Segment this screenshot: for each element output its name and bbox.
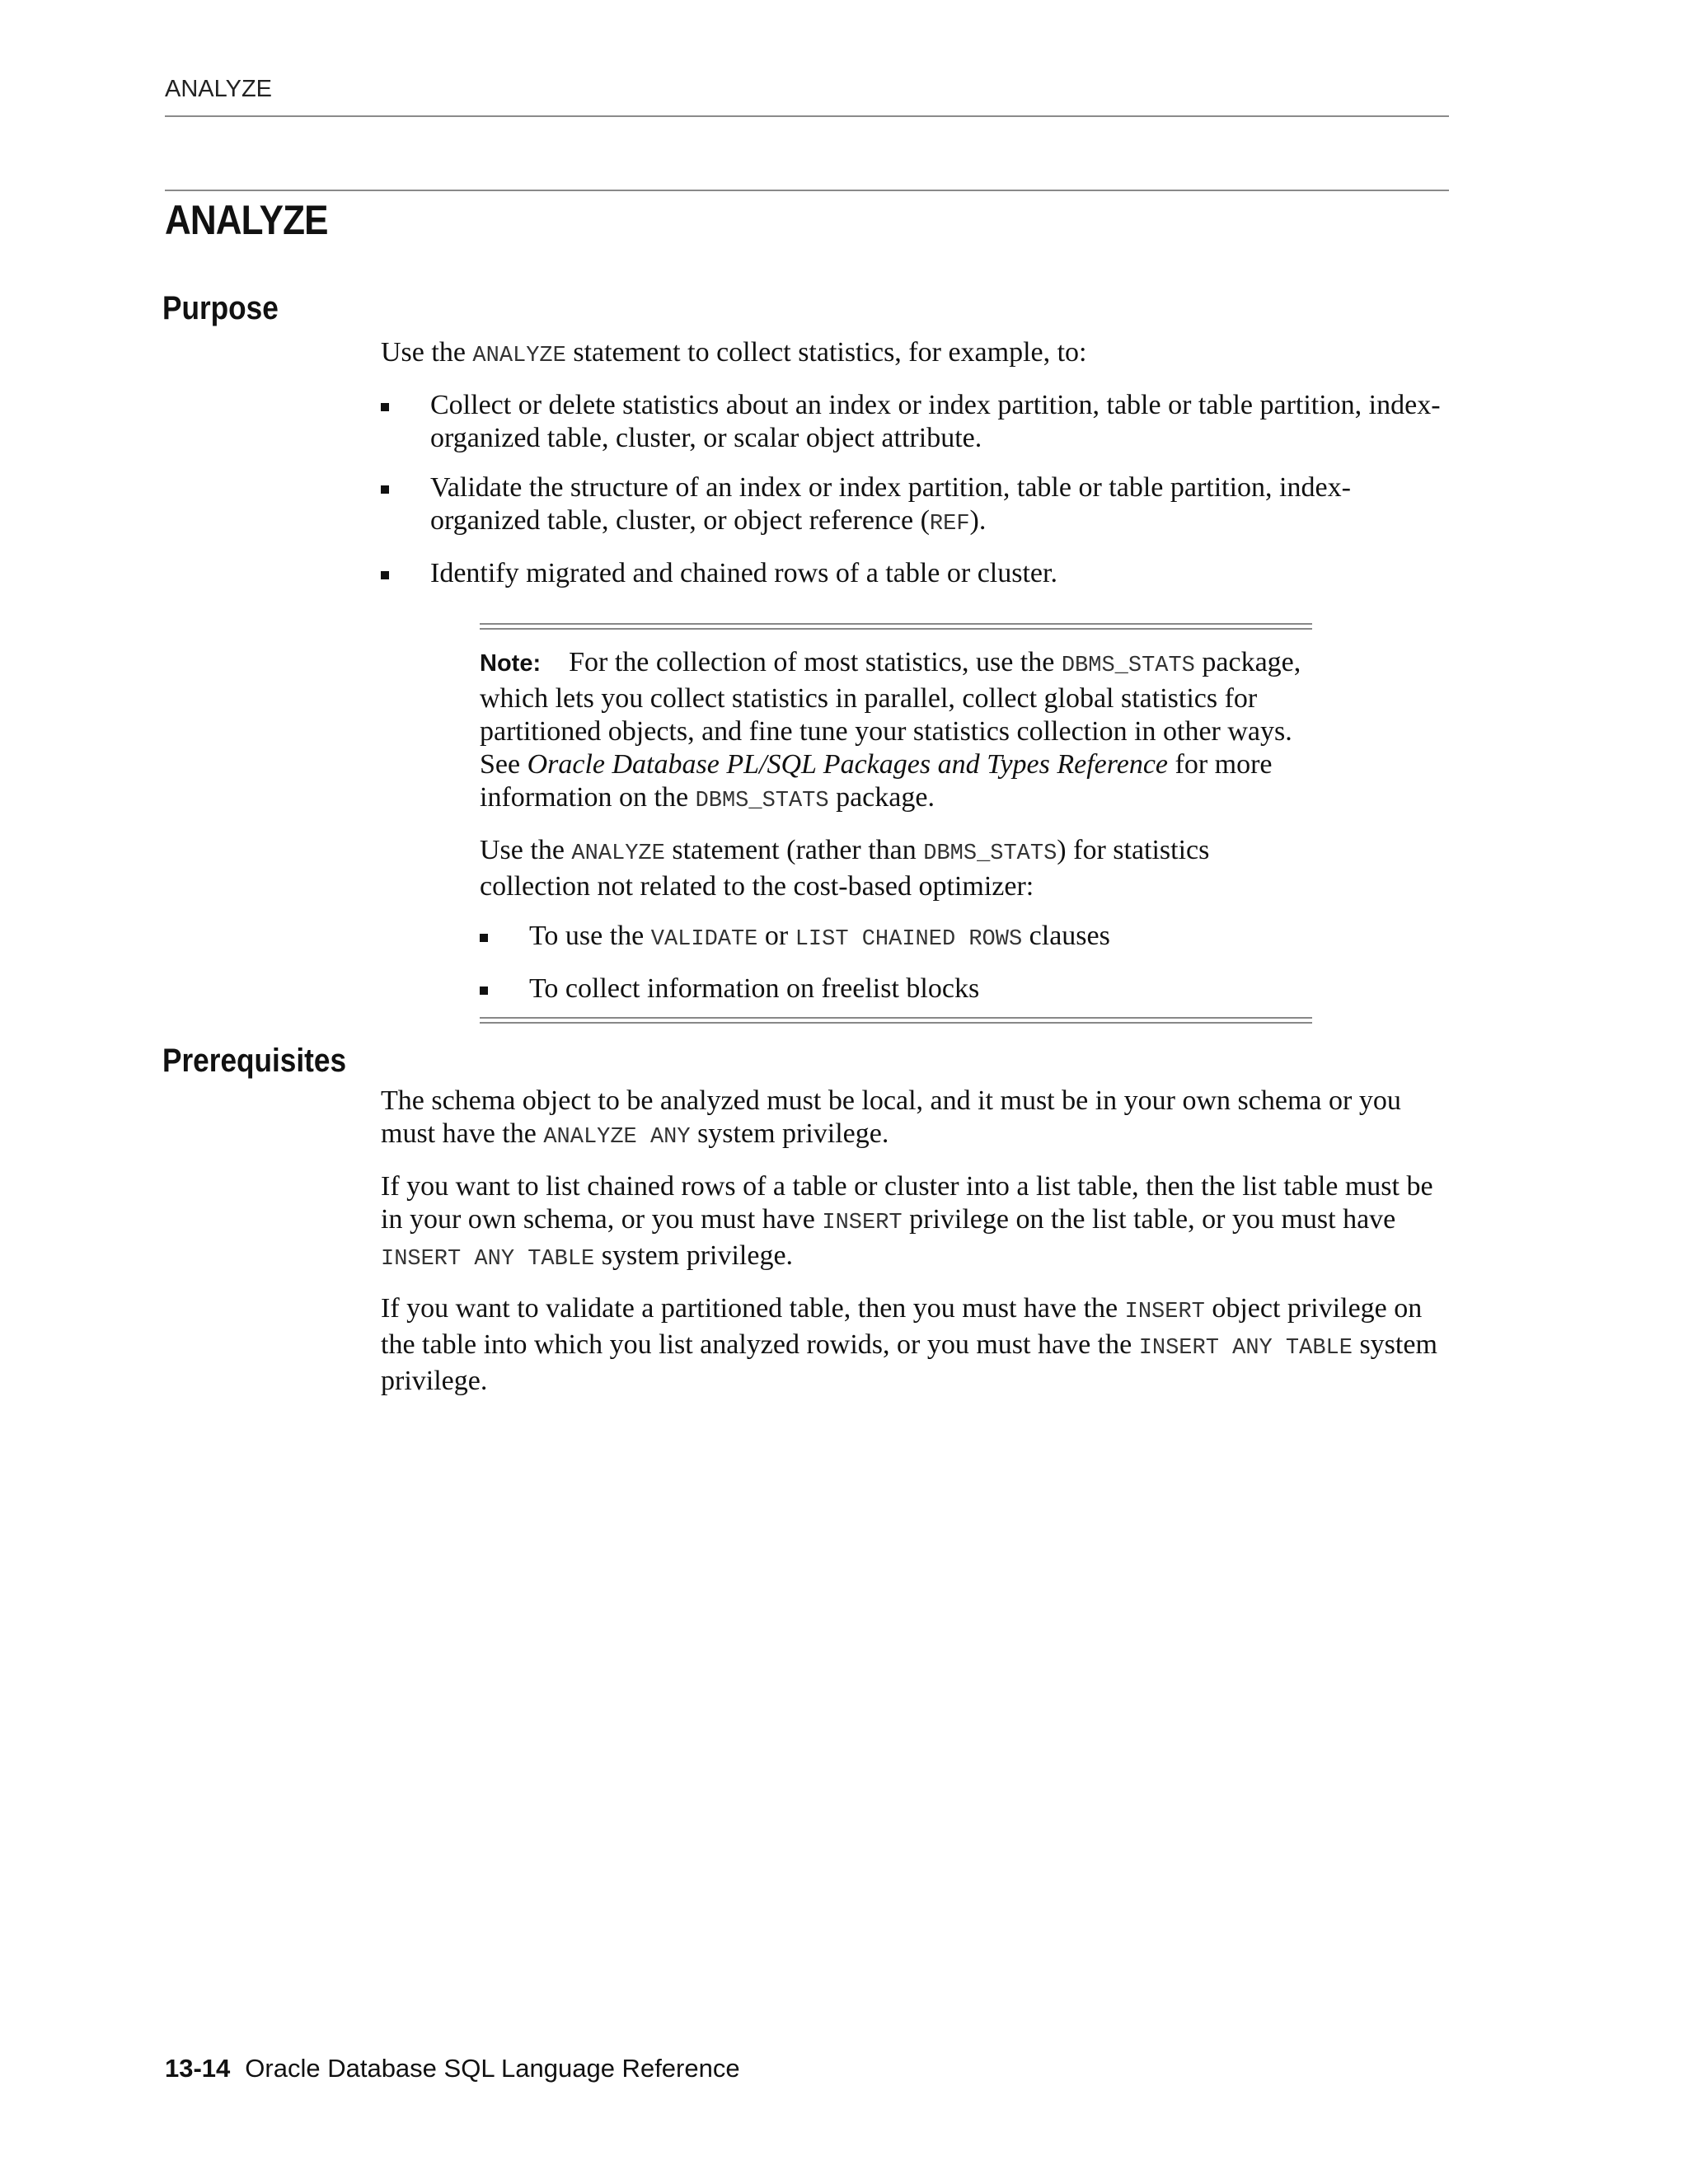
prerequisites-heading: Prerequisites: [162, 1043, 347, 1079]
prereq-paragraph: If you want to list chained rows of a table or cluster into a list table, then the list table must be in your own schema, or you must have INSERT privilege on the list table, or you must have INSERT ANY TABLE system privilege.: [381, 1171, 1433, 1272]
prereq-paragraph: If you want to validate a partitioned table, then you must have the INSERT object privilege on the table into which you list analyzed rowids, or you must have the INSERT ANY TABLE system privilege.: [381, 1293, 1437, 1396]
bullet-square-icon: [381, 403, 389, 411]
page-title: ANALYZE: [165, 197, 328, 243]
note-box: [480, 623, 1312, 1024]
page-number: 13-14: [165, 2054, 231, 2083]
inline-code: DBMS_STATS: [923, 841, 1057, 866]
inline-code: ANALYZE ANY: [543, 1125, 691, 1150]
inline-code: INSERT: [822, 1211, 903, 1235]
bullet-square-icon: [480, 987, 488, 995]
header-rule: [165, 115, 1449, 117]
note-list: [480, 920, 1312, 1005]
inline-code: INSERT: [1124, 1300, 1205, 1324]
bullet-square-icon: [480, 934, 488, 942]
prereq-paragraph: The schema object to be analyzed must be local, and it must be in your own schema or you must have the ANALYZE ANY system privilege.: [381, 1085, 1401, 1150]
title-rule: [165, 190, 1449, 191]
note-body: [480, 630, 1312, 1017]
inline-code: VALIDATE: [650, 927, 758, 952]
inline-code: ANALYZE: [472, 344, 566, 368]
list-item: Collect or delete statistics about an index or index partition, table or table partition, index-organized table, cluster, or scalar object attribute.: [381, 389, 1452, 455]
purpose-heading: Purpose: [162, 290, 279, 326]
list-item: To collect information on freelist blocks: [480, 972, 1312, 1005]
prerequisites-section: [381, 1085, 1452, 1414]
note-bottom-rule: [480, 1017, 1312, 1024]
running-header: ANALYZE: [165, 76, 273, 102]
inline-code: DBMS_STATS: [695, 789, 829, 813]
bullet-square-icon: [381, 485, 389, 494]
inline-code: INSERT ANY TABLE: [1138, 1336, 1353, 1361]
inline-code: INSERT ANY TABLE: [381, 1247, 595, 1272]
note-label: Note:: [480, 650, 542, 677]
book-reference: Oracle Database PL/SQL Packages and Types Reference: [527, 749, 1169, 780]
list-item: Identify migrated and chained rows of a table or cluster.: [381, 557, 1452, 590]
bullet-square-icon: [381, 571, 389, 579]
note-paragraph: Note: For the collection of most statistics, use the DBMS_STATS package, which lets you collect statistics in parallel, collect global statistics for partitioned objects, and fine tune your statistics collection in other ways. See Oracle Database PL/SQL Packages and Types Reference for more information on the DBMS_STATS package.: [480, 647, 1301, 813]
page-footer: [165, 2054, 740, 2083]
list-item: To use the VALIDATE or LIST CHAINED ROWS clauses: [480, 920, 1312, 956]
note-top-rule: [480, 623, 1312, 630]
inline-code: DBMS_STATS: [1061, 654, 1195, 678]
inline-code: REF: [929, 512, 970, 537]
purpose-section: [381, 336, 1452, 607]
inline-code: ANALYZE: [571, 841, 665, 866]
book-title: Oracle Database SQL Language Reference: [245, 2054, 740, 2083]
note-paragraph: Use the ANALYZE statement (rather than DBMS_STATS) for statistics collection not related to the cost-based optimizer:: [480, 835, 1210, 902]
list-item: Validate the structure of an index or index partition, table or table partition, index-organized table, cluster, or object reference (REF).: [381, 471, 1452, 541]
inline-code: LIST CHAINED ROWS: [795, 927, 1023, 952]
purpose-list: [381, 389, 1452, 590]
purpose-intro: Use the ANALYZE statement to collect statistics, for example, to:: [381, 337, 1087, 368]
